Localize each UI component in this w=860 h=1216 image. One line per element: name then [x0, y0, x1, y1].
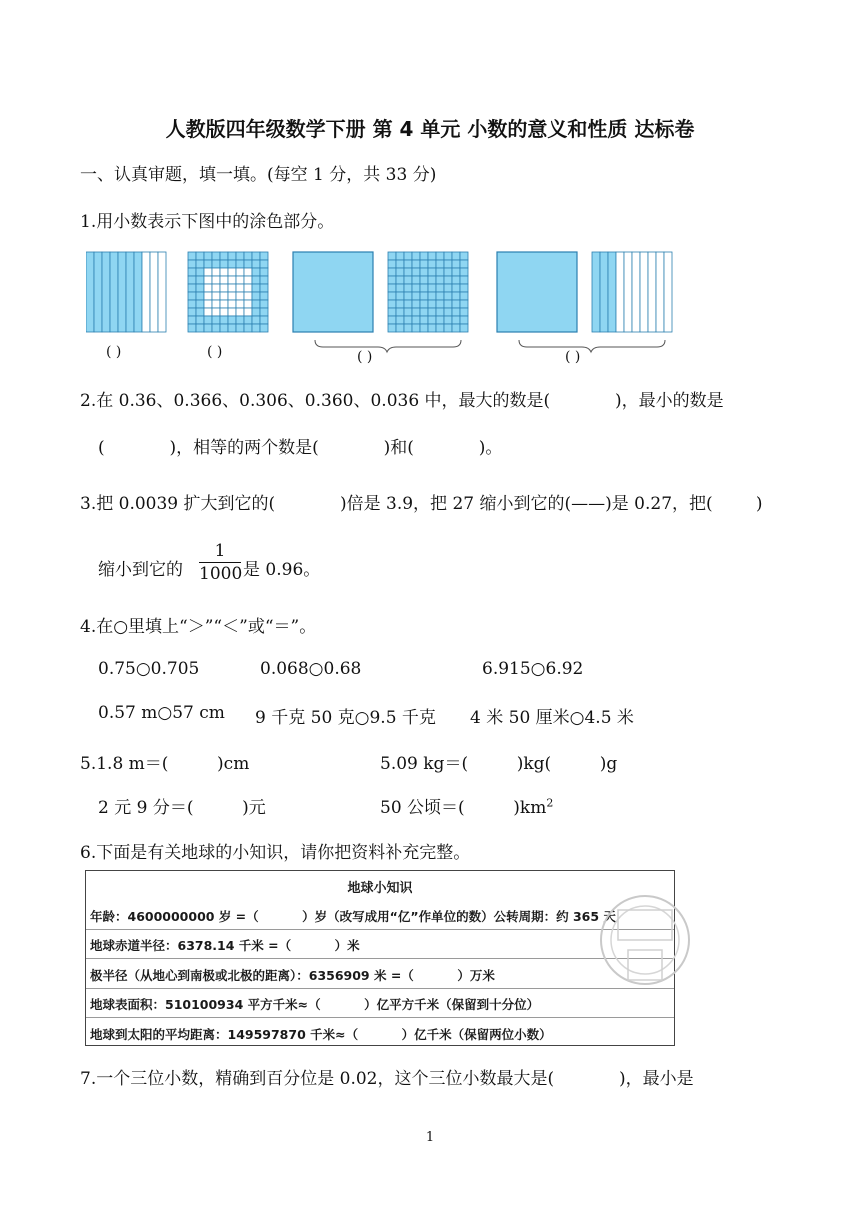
hundredth-cell — [444, 324, 452, 332]
hundredth-cell — [452, 252, 460, 260]
hundredth-cell — [260, 276, 268, 284]
tenth-strip — [118, 252, 126, 332]
hundredth-cell — [420, 252, 428, 260]
hundredth-cell — [404, 292, 412, 300]
tenth-strip — [632, 252, 640, 332]
hundredth-cell — [228, 260, 236, 268]
hundredth-cell — [452, 324, 460, 332]
hundredth-cell — [236, 276, 244, 284]
hundredth-cell — [260, 268, 268, 276]
hundredth-cell — [196, 292, 204, 300]
tenth-strip — [592, 252, 600, 332]
hundredth-cell — [212, 308, 220, 316]
brace — [519, 340, 665, 352]
decimal-grid-figures — [86, 250, 686, 370]
hundredth-cell — [236, 324, 244, 332]
hundredth-cell — [236, 268, 244, 276]
hundredth-cell — [228, 316, 236, 324]
hundredth-cell — [228, 276, 236, 284]
figure-tenths-strips — [86, 252, 166, 332]
hundredth-cell — [196, 324, 204, 332]
earth-fact-row: 地球赤道半径：6378.14 千米 =（ ）米 — [90, 938, 360, 953]
hundredth-cell — [252, 292, 260, 300]
tenth-strip — [94, 252, 102, 332]
hundredth-cell — [204, 292, 212, 300]
hundredth-cell — [228, 252, 236, 260]
hundredth-cell — [260, 292, 268, 300]
hundredth-cell — [428, 292, 436, 300]
hundredth-cell — [244, 276, 252, 284]
hundredth-cell — [188, 324, 196, 332]
hundredth-cell — [252, 316, 260, 324]
hundredth-cell — [436, 316, 444, 324]
hundredth-cell — [404, 308, 412, 316]
hundredth-cell — [452, 284, 460, 292]
hundredth-cell — [252, 276, 260, 284]
compare-item: 6.915○6.92 — [482, 659, 584, 679]
hundredth-cell — [396, 300, 404, 308]
hundredth-cell — [412, 284, 420, 292]
hundredth-cell — [212, 252, 220, 260]
hundredth-cell — [244, 260, 252, 268]
hundredth-cell — [444, 268, 452, 276]
tenth-strip — [134, 252, 142, 332]
hundredth-cell — [228, 308, 236, 316]
hundredth-cell — [452, 308, 460, 316]
hundredth-cell — [236, 316, 244, 324]
hundredth-cell — [404, 316, 412, 324]
hundredth-cell — [212, 284, 220, 292]
hundredth-cell — [220, 284, 228, 292]
hundredth-cell — [228, 268, 236, 276]
question-3-line1: 3.把 0.0039 扩大到它的( )倍是 3.9，把 27 缩小到它的(——)是 0.27，把( ) — [80, 494, 763, 514]
hundredth-cell — [428, 284, 436, 292]
earth-fact-row: 地球到太阳的平均距离：149597870 千米≈（ ）亿千米（保留两位小数） — [90, 1027, 552, 1042]
hundredth-cell — [420, 292, 428, 300]
hundredth-cell — [420, 324, 428, 332]
answer-blank-2[interactable]: ( ) — [207, 344, 223, 360]
tenth-strip — [600, 252, 608, 332]
hundredth-cell — [444, 252, 452, 260]
hundredth-cell — [244, 324, 252, 332]
tenth-strip — [616, 252, 624, 332]
hundredth-cell — [420, 284, 428, 292]
hundredth-cell — [404, 284, 412, 292]
hundredth-cell — [228, 300, 236, 308]
hundredth-cell — [260, 300, 268, 308]
hundredth-cell — [244, 300, 252, 308]
hundredth-cell — [220, 308, 228, 316]
hundredth-cell — [404, 260, 412, 268]
hundredth-cell — [228, 292, 236, 300]
hundredth-cell — [204, 316, 212, 324]
question-3-prefix: 缩小到它的 — [98, 560, 183, 580]
hundredth-cell — [428, 308, 436, 316]
hundredth-cell — [388, 260, 396, 268]
hundredth-cell — [460, 252, 468, 260]
hundredth-cell — [428, 316, 436, 324]
hundredth-cell — [228, 284, 236, 292]
hundredth-cell — [236, 300, 244, 308]
earth-facts-title: 地球小知识 — [347, 881, 413, 896]
hundredth-cell — [436, 284, 444, 292]
hundredth-cell — [196, 268, 204, 276]
hundredth-cell — [428, 252, 436, 260]
whole-square — [293, 252, 373, 332]
hundredth-cell — [436, 260, 444, 268]
hundredth-cell — [236, 308, 244, 316]
tenth-strip — [158, 252, 166, 332]
hundredth-cell — [452, 316, 460, 324]
hundredth-cell — [204, 260, 212, 268]
hundredth-cell — [212, 300, 220, 308]
hundredth-cell — [396, 268, 404, 276]
hundredth-cell — [452, 260, 460, 268]
hundredth-cell — [212, 276, 220, 284]
hundredth-cell — [236, 284, 244, 292]
fraction-denominator: 1000 — [199, 564, 243, 584]
hundredth-cell — [388, 308, 396, 316]
hundredth-cell — [220, 316, 228, 324]
fraction-numerator: 1 — [214, 541, 226, 561]
hundredth-cell — [252, 284, 260, 292]
tenth-strip — [150, 252, 158, 332]
hundredth-cell — [220, 268, 228, 276]
compare-item: 4 米 50 厘米○4.5 米 — [470, 708, 634, 728]
hundredth-cell — [412, 252, 420, 260]
hundredth-cell — [252, 252, 260, 260]
hundredth-cell — [460, 324, 468, 332]
hundredth-cell — [444, 260, 452, 268]
hundredth-cell — [452, 300, 460, 308]
hundredth-cell — [452, 276, 460, 284]
answer-blank-4[interactable]: ( ) — [565, 349, 581, 365]
hundredth-cell — [404, 276, 412, 284]
hundredth-cell — [460, 308, 468, 316]
hundredth-cell — [196, 276, 204, 284]
hundredth-cell — [436, 276, 444, 284]
hundredth-cell — [396, 308, 404, 316]
hundredth-cell — [260, 260, 268, 268]
hundredth-cell — [220, 292, 228, 300]
hundredth-cell — [428, 276, 436, 284]
hundredth-cell — [436, 324, 444, 332]
hundredth-cell — [428, 260, 436, 268]
hundredth-cell — [212, 260, 220, 268]
fraction — [199, 542, 241, 583]
hundredth-cell — [420, 316, 428, 324]
hundredth-cell — [420, 268, 428, 276]
earth-fact-row: 年龄：4600000000 岁 =（ ）岁（改写成用“亿”作单位的数）公转周期：约 365 天 — [90, 909, 616, 924]
tenth-strip — [86, 252, 94, 332]
hundredth-cell — [196, 300, 204, 308]
tenth-strip — [608, 252, 616, 332]
hundredth-cell — [260, 324, 268, 332]
hundredth-cell — [212, 268, 220, 276]
hundredth-cell — [260, 316, 268, 324]
hundredth-cell — [428, 268, 436, 276]
hundredth-cell — [444, 308, 452, 316]
tenth-strip — [126, 252, 134, 332]
hundredth-cell — [436, 252, 444, 260]
hundredth-cell — [204, 308, 212, 316]
hundredth-cell — [460, 292, 468, 300]
hundredth-cell — [188, 268, 196, 276]
hundredth-cell — [212, 292, 220, 300]
hundredth-cell — [444, 316, 452, 324]
earth-fact-row: 地球表面积：510100934 平方千米≈（ ）亿平方千米（保留到十分位） — [90, 997, 540, 1012]
hundredth-cell — [204, 300, 212, 308]
hundredth-cell — [388, 300, 396, 308]
hundredth-cell — [412, 276, 420, 284]
compare-item: 0.75○0.705 — [98, 659, 200, 679]
hundredth-cell — [244, 316, 252, 324]
figure-hundredths-grid — [188, 252, 268, 332]
hundredth-cell — [404, 324, 412, 332]
hundredth-cell — [204, 252, 212, 260]
hundredth-cell — [252, 308, 260, 316]
hundredth-cell — [404, 268, 412, 276]
question-3-suffix: 是 0.96。 — [243, 560, 321, 580]
hundredth-cell — [396, 292, 404, 300]
hundredth-cell — [404, 252, 412, 260]
hundredth-cell — [196, 260, 204, 268]
hundredth-cell — [244, 308, 252, 316]
hundredth-cell — [420, 300, 428, 308]
hundredth-cell — [212, 324, 220, 332]
brace — [315, 340, 461, 352]
hundredth-cell — [252, 268, 260, 276]
tenth-strip — [664, 252, 672, 332]
hundredth-cell — [228, 324, 236, 332]
question-5a: 5.1.8 m＝( )cm — [80, 754, 250, 774]
hundredth-cell — [388, 252, 396, 260]
hundredth-cell — [420, 308, 428, 316]
hundredth-cell — [420, 260, 428, 268]
figure-whole-plus-hundredths — [293, 252, 468, 352]
hundredth-cell — [244, 268, 252, 276]
question-5b: 5.09 kg＝( )kg( )g — [380, 754, 618, 774]
figure-whole-plus-tenths — [497, 252, 672, 352]
hundredth-cell — [412, 268, 420, 276]
hundredth-cell — [260, 284, 268, 292]
hundredth-cell — [404, 300, 412, 308]
hundredth-cell — [188, 260, 196, 268]
hundredth-cell — [388, 292, 396, 300]
hundredth-cell — [436, 268, 444, 276]
hundredth-cell — [204, 284, 212, 292]
hundredth-cell — [396, 324, 404, 332]
page-title: 人教版四年级数学下册 第 4 单元 小数的意义和性质 达标卷 — [165, 117, 695, 141]
hundredth-cell — [436, 292, 444, 300]
tenth-strip — [142, 252, 150, 332]
hundredth-cell — [412, 316, 420, 324]
hundredth-cell — [252, 260, 260, 268]
hundredth-cell — [260, 252, 268, 260]
hundredth-cell — [244, 292, 252, 300]
hundredth-cell — [436, 308, 444, 316]
question-5c: 2 元 9 分＝( )元 — [98, 798, 266, 818]
answer-blank-3[interactable]: ( ) — [357, 349, 373, 365]
stamp-watermark — [600, 880, 690, 1010]
hundredth-cell — [460, 276, 468, 284]
hundredth-cell — [188, 292, 196, 300]
hundredth-cell — [188, 308, 196, 316]
hundredth-cell — [460, 284, 468, 292]
tenth-strip — [624, 252, 632, 332]
question-2-line2: ( )，相等的两个数是( )和( )。 — [98, 438, 503, 458]
tenth-strip — [656, 252, 664, 332]
hundredth-cell — [460, 300, 468, 308]
hundredth-cell — [412, 300, 420, 308]
hundredth-cell — [452, 268, 460, 276]
whole-square — [497, 252, 577, 332]
hundredth-cell — [220, 252, 228, 260]
hundredth-cell — [396, 260, 404, 268]
hundredth-cell — [444, 300, 452, 308]
hundredth-cell — [188, 316, 196, 324]
hundredth-cell — [188, 284, 196, 292]
hundredth-cell — [452, 292, 460, 300]
hundredth-cell — [460, 260, 468, 268]
hundredth-cell — [444, 292, 452, 300]
hundredth-cell — [244, 284, 252, 292]
hundredth-cell — [220, 300, 228, 308]
hundredth-cell — [236, 260, 244, 268]
hundredth-cell — [236, 292, 244, 300]
page-number: 1 — [425, 1130, 435, 1145]
hundredth-cell — [196, 308, 204, 316]
hundredth-cell — [444, 276, 452, 284]
hundredth-cell — [412, 324, 420, 332]
hundredth-cell — [388, 276, 396, 284]
hundredth-cell — [412, 308, 420, 316]
hundredth-cell — [204, 324, 212, 332]
hundredth-cell — [236, 252, 244, 260]
hundredth-cell — [388, 324, 396, 332]
hundredth-cell — [388, 316, 396, 324]
question-2-line1: 2.在 0.36、0.366、0.306、0.360、0.036 中，最大的数是( )，最小的数是 — [80, 391, 724, 411]
tenth-strip — [648, 252, 656, 332]
compare-item: 0.57 m○57 cm — [98, 703, 225, 723]
compare-item: 9 千克 50 克○9.5 千克 — [255, 708, 436, 728]
hundredth-cell — [220, 324, 228, 332]
hundredth-cell — [428, 300, 436, 308]
question-7: 7.一个三位小数，精确到百分位是 0.02，这个三位小数最大是( )，最小是 — [80, 1069, 694, 1089]
section-heading: 一、认真审题，填一填。(每空 1 分，共 33 分) — [80, 165, 437, 185]
hundredth-cell — [212, 316, 220, 324]
tenth-strip — [110, 252, 118, 332]
hundredth-cell — [196, 252, 204, 260]
earth-facts-box — [85, 870, 675, 1046]
hundredth-cell — [396, 276, 404, 284]
tenth-strip — [640, 252, 648, 332]
hundredth-cell — [196, 316, 204, 324]
hundredth-cell — [188, 276, 196, 284]
hundredth-cell — [436, 300, 444, 308]
hundredth-cell — [196, 284, 204, 292]
hundredth-cell — [220, 260, 228, 268]
earth-fact-row: 极半径（从地心到南极或北极的距离）：6356909 米 =（ ）万米 — [90, 968, 495, 983]
hundredth-cell — [204, 268, 212, 276]
hundredth-cell — [388, 268, 396, 276]
question-6: 6.下面是有关地球的小知识，请你把资料补充完整。 — [80, 843, 471, 863]
hundredth-cell — [244, 252, 252, 260]
hundredth-cell — [412, 260, 420, 268]
answer-blank-1[interactable]: ( ) — [106, 344, 122, 360]
hundredth-cell — [388, 284, 396, 292]
hundredth-cell — [420, 276, 428, 284]
tenth-strip — [102, 252, 110, 332]
hundredth-cell — [396, 316, 404, 324]
hundredth-cell — [444, 284, 452, 292]
hundredth-cell — [412, 292, 420, 300]
hundredth-cell — [188, 252, 196, 260]
hundredth-cell — [460, 268, 468, 276]
hundredth-cell — [188, 300, 196, 308]
hundredth-cell — [428, 324, 436, 332]
hundredth-cell — [460, 316, 468, 324]
hundredth-cell — [396, 284, 404, 292]
question-4: 4.在○里填上“＞”“＜”或“＝”。 — [80, 617, 317, 637]
hundredth-cell — [252, 324, 260, 332]
hundredth-cell — [260, 308, 268, 316]
hundredth-cell — [220, 276, 228, 284]
hundredth-cell — [204, 276, 212, 284]
hundredth-cell — [252, 300, 260, 308]
question-1: 1.用小数表示下图中的涂色部分。 — [80, 212, 335, 232]
question-5d: 50 公顷＝( )$km^2$ — [380, 796, 554, 818]
hundredth-cell — [396, 252, 404, 260]
compare-item: 0.068○0.68 — [260, 659, 362, 679]
